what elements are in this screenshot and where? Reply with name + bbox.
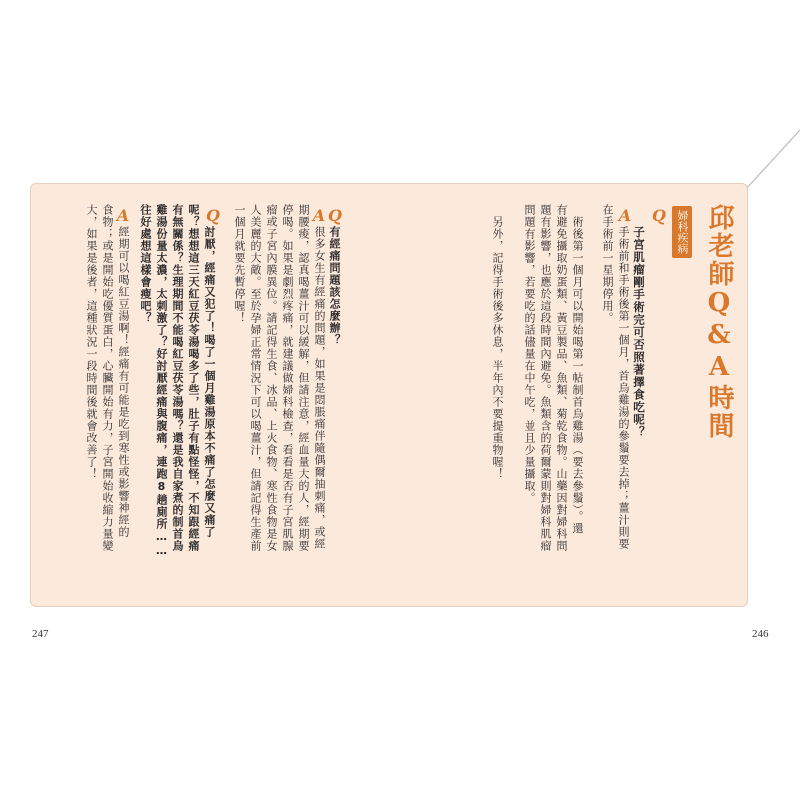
q2-question: 有經痛問題該怎麼辦？ [328,226,341,346]
q3-answer-line-1: 經期可以喝紅豆湯啊！經痛有可能是吃到寒性或影響神經的 [117,226,130,538]
q1-answer-line-2: 在手術前一星期停用。 [601,204,614,324]
book-page-panel [30,183,748,607]
q1-answer-line-3: 術後第一個月可以開始喝第一帖制首烏雞湯（要去參鬚）。還 [571,216,584,535]
page-number-left: 247 [32,628,49,640]
q3-answer-line-3: 大，如果是後者，這種狀況一段時間後就會改善了！ [85,204,98,480]
q3-question-line-3: 有無關係？生理期間不能喝紅豆茯苓湯嗎？還是我自家煮的制首烏 [171,204,184,552]
page-number-right: 246 [752,628,769,640]
section-title: 邱老師Q&A時間 [704,204,734,440]
q3-answer-line-2: 食物；或是開始吃優質蛋白，心臟開始有力，子宮開始收縮力量變 [101,204,114,552]
q1-answer-line-7: 另外，記得手術後多休息，半年內不要提重物喔！ [491,216,504,480]
q1-question: 子宮肌瘤剛手術完可否照著擇食吃呢？ [632,226,646,439]
q2-answer-line-2: 期腰痠，認真喝薑汁可以緩解，但請注意，經血量大的人，經期要 [297,204,310,552]
q3-question-line-4: 雞湯份量太濃，太刺激了？好討厭經痛與腹痛，連跑8趟廁所…… [155,204,168,558]
q2-answer-line-4: 瘤或子宮內膜異位。請記得生食、冰品、上火食物、寒性食物是女 [265,204,278,552]
q2-answer-line-1: 很多女生有經痛的問題，如果是悶脹痛伴隨偶爾抽刺痛，或經 [313,226,326,550]
q2-answer-line-3: 停喝。如果是劇烈疼痛，就建議做婦科檢查，看看是否有子宮肌腺 [281,204,294,552]
q3-q-mark: Q [206,206,220,225]
q1-answer-line-4: 有避免攝取奶蛋類、黃豆製品、魚類、菊乾食物。山藥因對婦科問 [555,204,568,552]
q1-q-mark: Q [652,206,666,225]
q2-a-mark: A [312,206,326,225]
q3-question-line-5: 往好處想這樣會瘦吧？ [139,204,152,324]
q1-answer-line-5: 題有影響，也應於這段時間內避免。魚類含的荷爾蒙則對婦科肌瘤 [539,204,552,552]
q3-question-line-2: 呢？想想這三天紅豆茯苓湯喝多了些，肚子有點怪怪，不知跟經痛 [187,204,200,552]
q1-a-mark: A [618,206,632,225]
category-tag: 婦科疾病 [672,206,692,258]
q1-answer-line-6: 問題有影響，若要吃的話儘量在中午吃，並且少量攝取。 [523,204,536,504]
q3-question-line-1: 討厭，經痛又犯了！喝了一個月雞湯原本不痛了怎麼又痛了 [203,226,216,538]
q2-q-mark: Q [328,206,342,225]
q3-a-mark: A [116,206,130,225]
q2-answer-line-5: 人美麗的大敵。至於孕婦正常情況下可以喝薑汁，但請記得生產前 [249,204,262,552]
q1-answer-line-1: 手術前和手術後第一個月，首烏雞湯的參鬚要去掉；薑汁則要 [617,226,630,550]
q2-answer-line-6: 一個月就要先暫停喔！ [233,204,246,324]
